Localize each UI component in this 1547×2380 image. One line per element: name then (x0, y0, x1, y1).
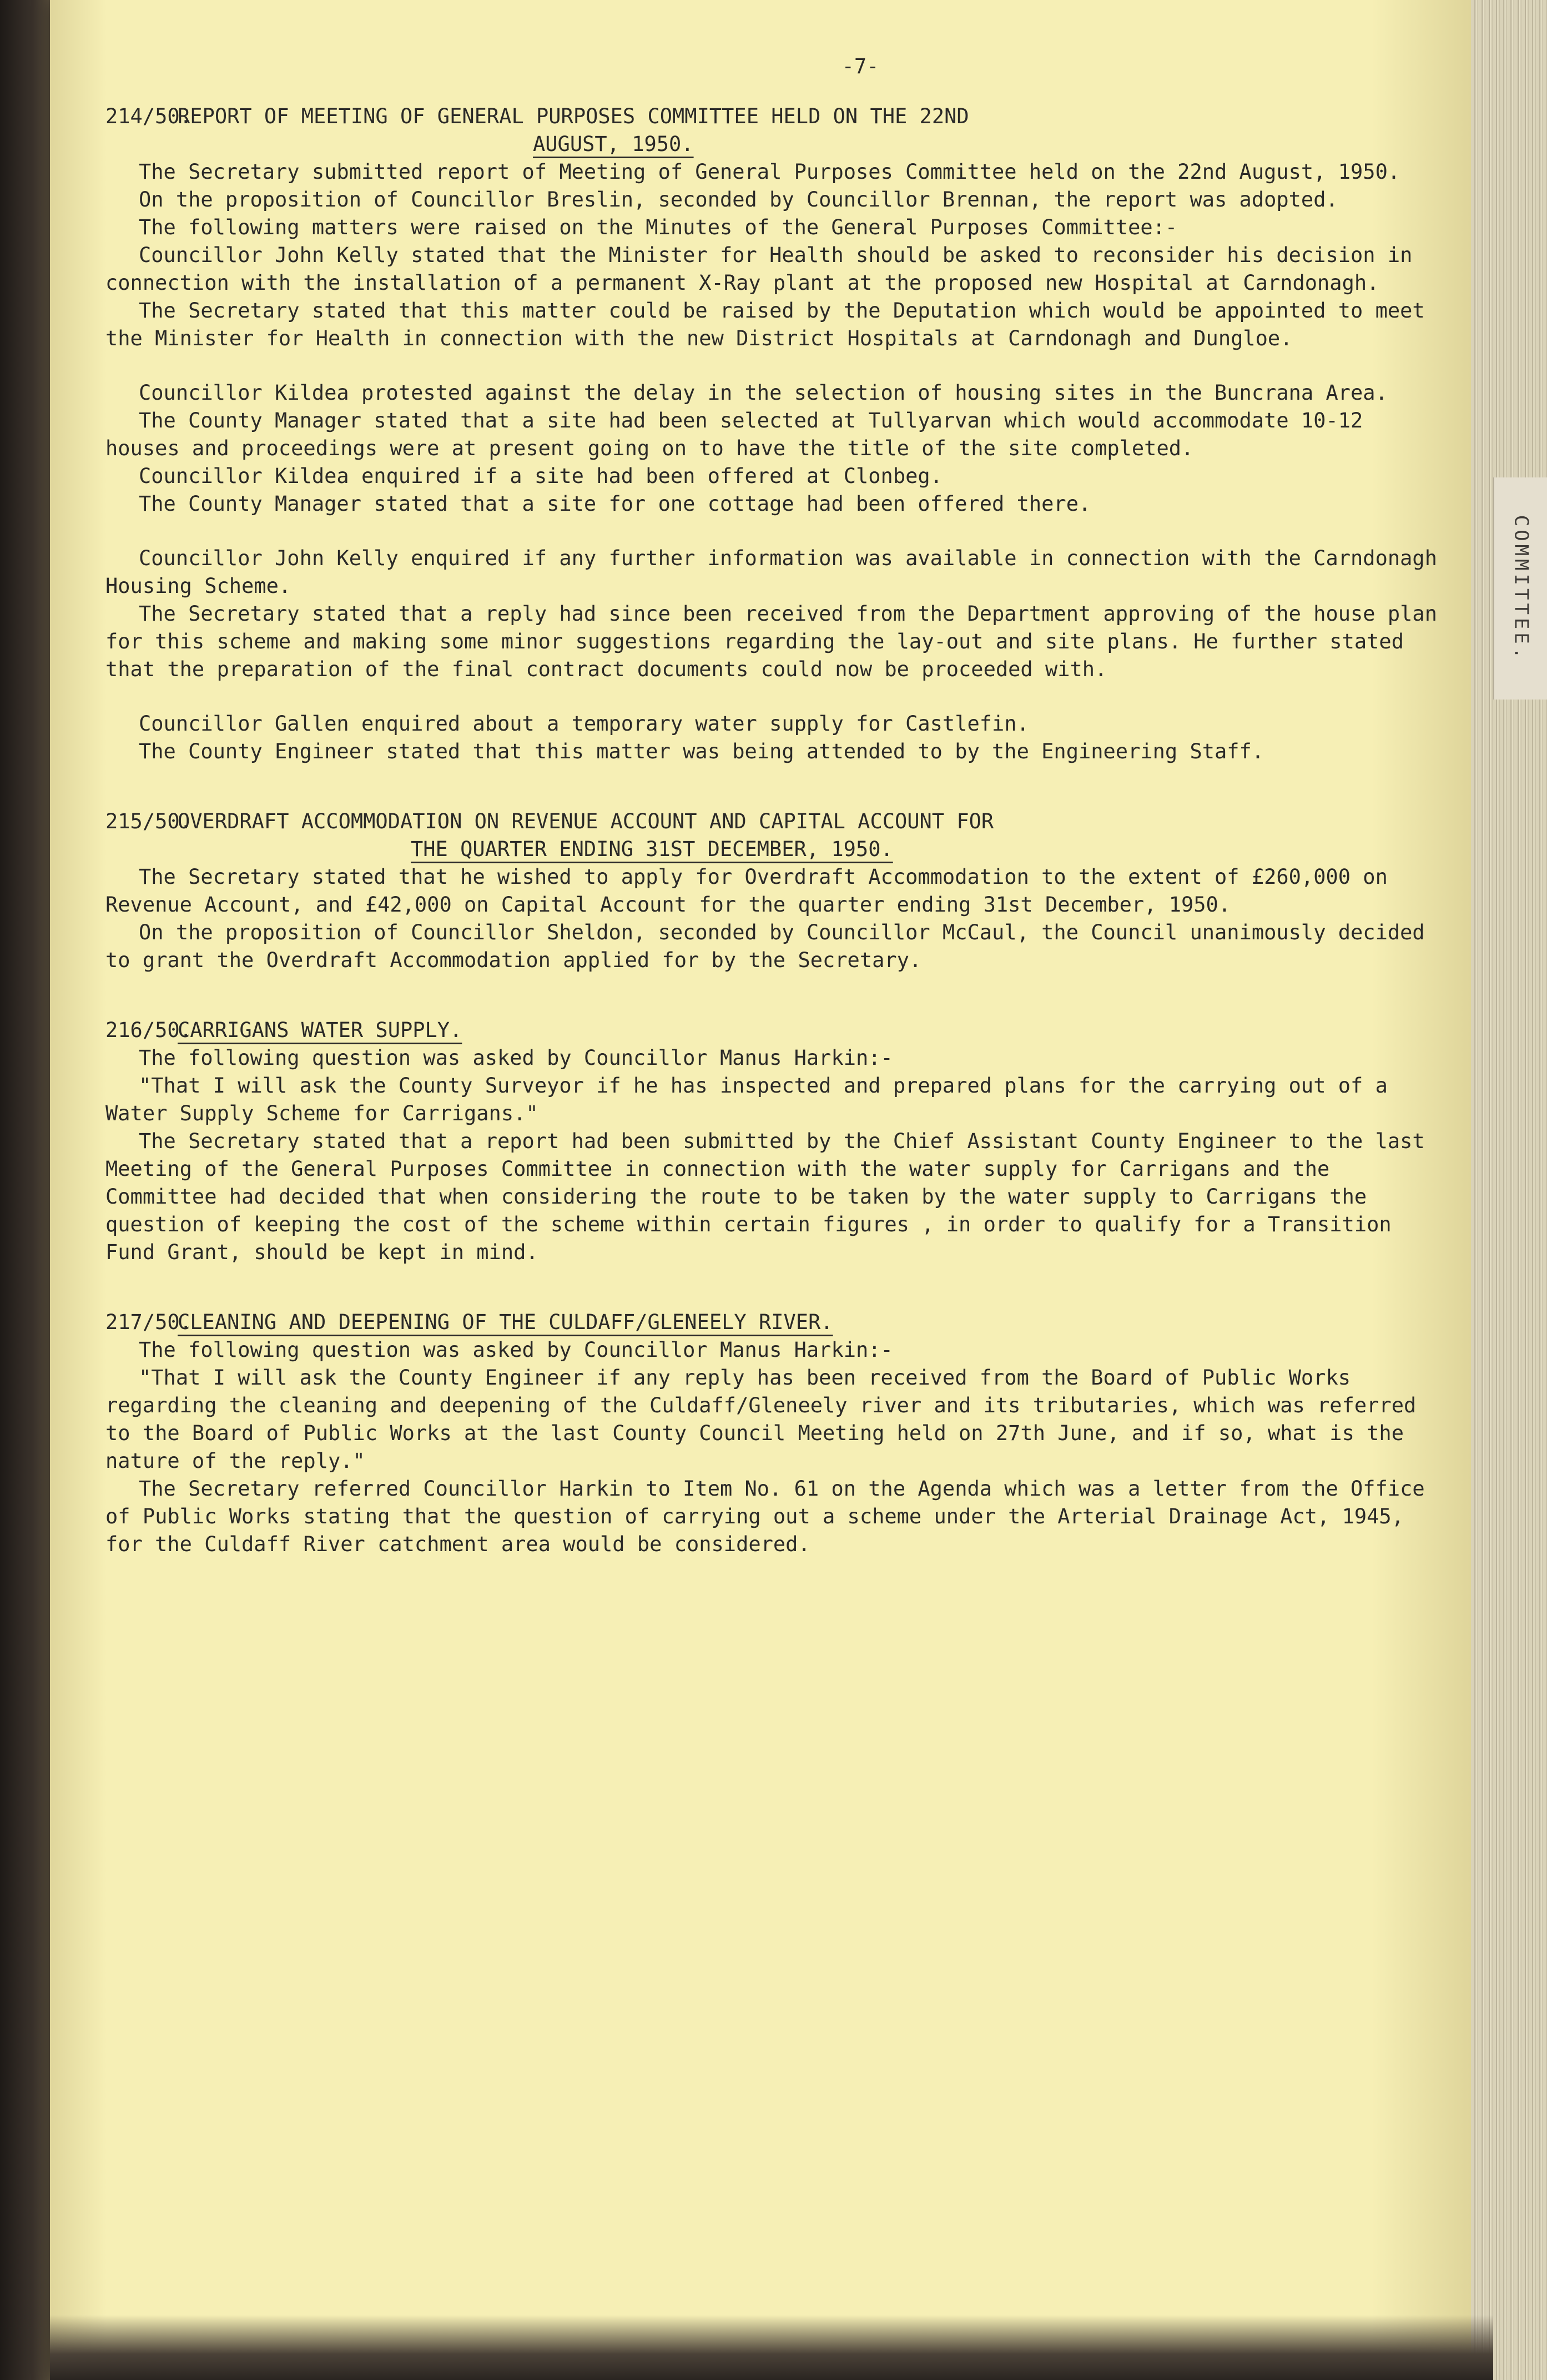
item-heading (105, 103, 1449, 158)
paragraph: On the proposition of Councillor Breslin, seconded by Councillor Brennan, the report was adopted. (139, 188, 1338, 212)
paragraph: The County Engineer stated that this matter was being attended to by the Engineering Staff. (139, 739, 1264, 763)
item-title (178, 103, 1449, 158)
paragraph: "That I will ask the County Engineer if any reply has been received from the Board of Public Works regarding the cleaning and deepening of the Culdaff/Gleneely river and its tributaries, which was referred to the Board of Public Works at the last County Council Meeting held on 27th June, and if so, what is the nature of the reply." (105, 1366, 1417, 1473)
paragraph: The County Manager stated that a site for one cottage had been offered there. (139, 492, 1091, 516)
minute-item-216 (105, 1017, 1449, 1266)
paragraph: "That I will ask the County Surveyor if he has inspected and prepared plans for the carrying out of a Water Supply Scheme for Carrigans." (105, 1074, 1388, 1125)
paragraph: The following question was asked by Councillor Manus Harkin:- (139, 1338, 893, 1362)
paragraph: The Secretary stated that a reply had since been received from the Department approving of the house plan for this scheme and making some minor suggestions regarding the lay-out and site plans. He further stated that the preparation of the final contract documents could now be proceeded with. (105, 602, 1437, 681)
paragraph: Councillor John Kelly stated that the Minister for Health should be asked to reconsider his decision in connection with the installation of a permanent X-Ray plant at the proposed new Hospital at Carndonagh. (105, 243, 1413, 295)
paragraph: The Secretary submitted report of Meeting of General Purposes Committee held on the 22nd August, 1950. (139, 160, 1400, 184)
page-bottom-shadow (50, 2315, 1493, 2380)
item-number: 217/50. (105, 1310, 192, 1334)
item-number: 214/50. (105, 104, 192, 128)
item-heading (105, 808, 1449, 863)
paragraph: The Secretary stated that he wished to apply for Overdraft Accommodation to the extent of £260,000 on Revenue Account, and £42,000 on Capital Account for the quarter ending 31st December, 1950. (105, 865, 1388, 917)
paragraph: Councillor Kildea protested against the delay in the selection of housing sites in the Buncrana Area. (139, 381, 1388, 405)
item-title-line-2: AUGUST, 1950. (533, 132, 694, 156)
item-title: CARRIGANS WATER SUPPLY. (178, 1018, 462, 1042)
item-title: CLEANING AND DEEPENING OF THE CULDAFF/GLENEELY RIVER. (178, 1310, 833, 1334)
paragraph: The Secretary stated that a report had been submitted by the Chief Assistant County Engineer to the last Meeting of the General Purposes Committee in connection with the water supply for Carrigans and the Committee had decided that when considering the route to be taken by the water supply to Carrigans the question of keeping the cost of the scheme within certain figures , in order to qualify for a Transition Fund Grant, should be kept in mind. (105, 1129, 1425, 1264)
minute-item-214 (105, 103, 1449, 766)
book-fore-edges (1471, 0, 1547, 2380)
item-heading (105, 1017, 1449, 1044)
paragraph: The County Manager stated that a site had been selected at Tullyarvan which would accommodate 10-12 houses and proceedings were at present going on to have the title of the site completed. (105, 409, 1363, 460)
paragraph: Councillor Gallen enquired about a temporary water supply for Castlefin. (139, 712, 1029, 736)
minute-item-217 (105, 1309, 1449, 1558)
item-number: 216/50. (105, 1018, 192, 1042)
paragraph: Councillor John Kelly enquired if any further information was available in connection with the Carndonagh Housing Scheme. (105, 546, 1437, 598)
index-tab-label: COMMITTEE. (1510, 515, 1533, 662)
page-number: -7- (841, 54, 879, 78)
item-title-line-1: OVERDRAFT ACCOMMODATION ON REVENUE ACCOUNT AND CAPITAL ACCOUNT FOR (178, 809, 994, 833)
paragraph: The following matters were raised on the Minutes of the General Purposes Committee:- (139, 215, 1178, 239)
minute-item-215 (105, 808, 1449, 974)
page-content (105, 53, 1449, 1601)
paragraph: The Secretary stated that this matter could be raised by the Deputation which would be appointed to meet the Minister for Health in connection with the new District Hospitals at Carndonagh and Dungloe. (105, 299, 1425, 350)
item-number: 215/50. (105, 809, 192, 833)
index-tab (1493, 477, 1547, 700)
paragraph: Councillor Kildea enquired if a site had been offered at Clonbeg. (139, 464, 943, 488)
paragraph: The following question was asked by Councillor Manus Harkin:- (139, 1046, 893, 1070)
item-title-line-2: THE QUARTER ENDING 31ST DECEMBER, 1950. (411, 837, 893, 861)
paragraph: On the proposition of Councillor Sheldon, seconded by Councillor McCaul, the Council unanimously decided to grant the Overdraft Accommodation applied for by the Secretary. (105, 920, 1425, 972)
item-title-line-1: REPORT OF MEETING OF GENERAL PURPOSES COMMITTEE HELD ON THE 22ND (178, 104, 969, 128)
paragraph: The Secretary referred Councillor Harkin to Item No. 61 on the Agenda which was a letter from the Office of Public Works stating that the question of carrying out a scheme under the Arterial Drainage Act, 1945, for the Culdaff River catchment area would be considered. (105, 1477, 1425, 1556)
item-title (178, 808, 1449, 863)
item-heading (105, 1309, 1449, 1336)
